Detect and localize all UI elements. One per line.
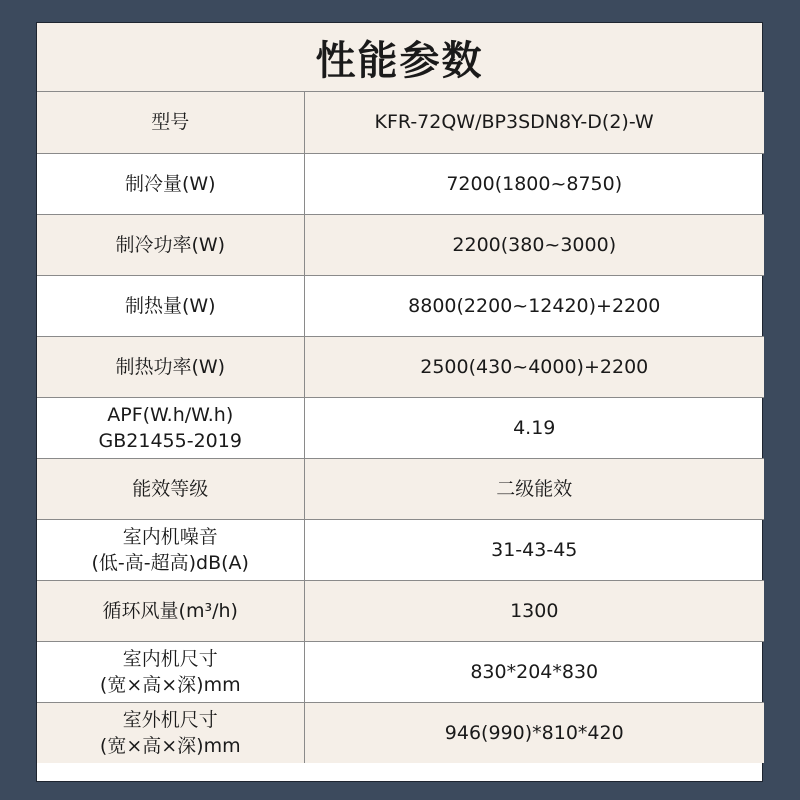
spec-label-line: GB21455-2019 <box>98 429 242 452</box>
spec-label <box>37 641 304 702</box>
spec-value: 8800(2200~12420)+2200 <box>304 275 764 336</box>
spec-value: 31-43-45 <box>304 519 764 580</box>
spec-label <box>37 397 304 458</box>
spec-row-heating-power <box>37 336 764 397</box>
spec-row-outdoor-size <box>37 702 764 763</box>
spec-label-line: (宽×高×深)mm <box>99 673 241 696</box>
spec-value: 2500(430~4000)+2200 <box>304 336 764 397</box>
spec-sheet <box>36 22 763 782</box>
spec-row-heating-capacity <box>37 275 764 336</box>
spec-row-airflow <box>37 580 764 641</box>
spec-row-cooling-power <box>37 214 764 275</box>
spec-value: 7200(1800~8750) <box>304 153 764 214</box>
spec-label-line: 制热功率(W) <box>115 355 226 378</box>
spec-row-cooling-capacity <box>37 153 764 214</box>
spec-label <box>37 336 304 397</box>
spec-row-indoor-size <box>37 641 764 702</box>
spec-label <box>37 702 304 763</box>
spec-row-energy-grade <box>37 458 764 519</box>
spec-label <box>37 92 304 153</box>
spec-header <box>37 23 762 92</box>
spec-label-line: 循环风量(m³/h) <box>102 599 238 622</box>
spec-label-line: 型号 <box>151 111 190 134</box>
spec-label-line: APF(W.h/W.h) <box>107 403 234 426</box>
spec-value: 2200(380~3000) <box>304 214 764 275</box>
spec-value: 1300 <box>304 580 764 641</box>
spec-row-apf <box>37 397 764 458</box>
spec-label-line: 制冷功率(W) <box>115 233 226 256</box>
spec-value: 946(990)*810*420 <box>304 702 764 763</box>
spec-label <box>37 275 304 336</box>
spec-row-indoor-noise <box>37 519 764 580</box>
spec-table <box>37 92 764 763</box>
spec-value: 830*204*830 <box>304 641 764 702</box>
spec-value: KFR-72QW/BP3SDN8Y-D(2)-W <box>304 92 764 153</box>
spec-value: 二级能效 <box>304 458 764 519</box>
spec-label-line: 能效等级 <box>132 477 209 500</box>
spec-label-line: 制冷量(W) <box>124 172 216 195</box>
spec-value: 4.19 <box>304 397 764 458</box>
spec-label <box>37 458 304 519</box>
spec-label <box>37 519 304 580</box>
spec-label-line: (宽×高×深)mm <box>99 734 241 757</box>
spec-label <box>37 153 304 214</box>
page-title: 性能参数 <box>315 37 484 84</box>
spec-label-line: 室外机尺寸 <box>122 708 218 731</box>
spec-label-line: 室内机噪音 <box>122 525 218 548</box>
spec-label-line: 室内机尺寸 <box>122 647 218 670</box>
spec-label <box>37 580 304 641</box>
spec-label-line: 制热量(W) <box>124 294 216 317</box>
spec-label <box>37 214 304 275</box>
spec-row-model <box>37 92 764 153</box>
spec-label-line: (低-高-超高)dB(A) <box>91 551 249 574</box>
